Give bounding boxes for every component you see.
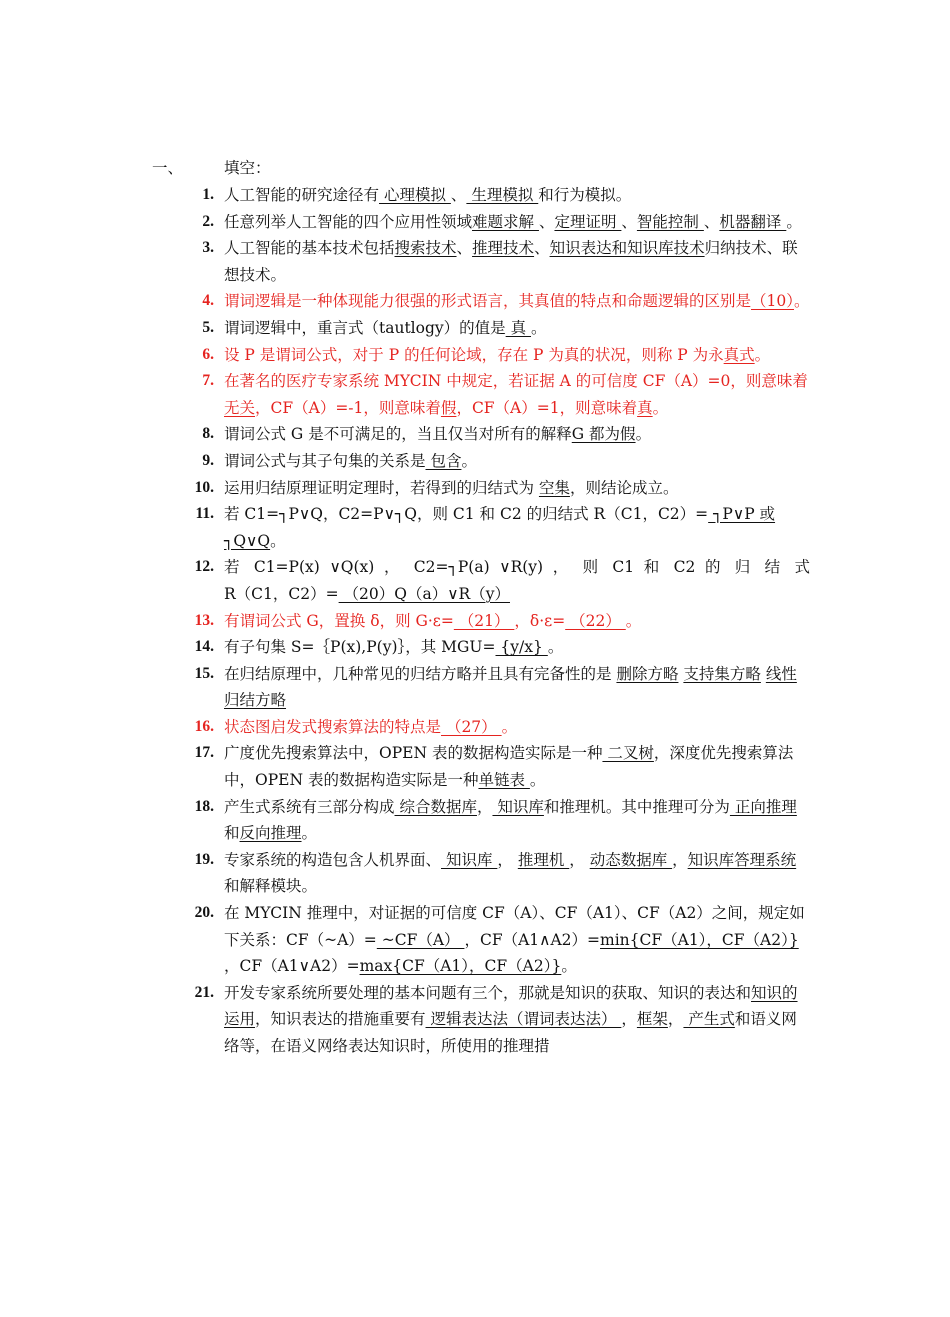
question-text: 。 xyxy=(529,771,546,790)
question-number: 19. xyxy=(194,850,214,868)
question-body xyxy=(224,209,810,236)
question-body xyxy=(224,501,810,554)
answer-blank: ~CF（A） xyxy=(376,930,465,949)
question-number: 10. xyxy=(194,478,214,496)
question-item xyxy=(186,608,810,635)
answer-blank: 单链表 xyxy=(478,771,530,790)
question-number: 3. xyxy=(202,239,214,257)
answer-blank: {y/x} xyxy=(495,638,548,657)
question-text: 。 xyxy=(301,824,318,843)
question-text: ，δ·ε= xyxy=(514,611,566,630)
question-text: 。 xyxy=(531,318,547,337)
question-item xyxy=(186,342,810,369)
answer-blank: （22） xyxy=(565,611,626,630)
question-item xyxy=(186,209,810,236)
answer-blank: 难题求解 xyxy=(472,212,539,231)
question-item xyxy=(186,315,810,342)
question-body xyxy=(224,182,810,209)
question-text: 、 xyxy=(621,212,637,231)
question-number: 7. xyxy=(202,372,214,390)
question-number: 16. xyxy=(194,717,214,735)
answer-blank: 正向推理 xyxy=(729,797,797,816)
answer-blank: 生理模拟 xyxy=(466,186,539,204)
answer-blank: 支持集方略 xyxy=(683,664,761,683)
question-text: 、 xyxy=(456,239,473,258)
question-number: 13. xyxy=(194,611,214,629)
question-number: 9. xyxy=(202,451,214,469)
question-text: ，则结论成立。 xyxy=(569,478,679,497)
answer-blank: 动态数据库 xyxy=(589,850,673,869)
question-number: 4. xyxy=(202,292,214,310)
question-text: 。 xyxy=(461,451,477,470)
question-body xyxy=(224,288,810,315)
question-list xyxy=(186,182,810,1060)
answer-blank: 线性归结方略 xyxy=(224,664,797,710)
question-body xyxy=(224,235,810,288)
question-item xyxy=(186,554,810,607)
answer-blank: min{CF（A1），CF（A2）} xyxy=(600,930,799,949)
question-text: 专家系统的构造包含人机界面、 xyxy=(224,850,442,869)
question-number: 12. xyxy=(194,558,214,576)
answer-blank: 二叉树 xyxy=(602,744,654,763)
question-text: 在归结原理中，几种常见的归结方略并且具有完备性的是 xyxy=(224,664,617,683)
question-body xyxy=(224,714,810,741)
answer-blank: 知识库 xyxy=(441,850,498,869)
question-text: 。 xyxy=(652,398,669,417)
question-number: 8. xyxy=(202,425,214,443)
section-marker: 一、 xyxy=(152,159,184,177)
question-text: 和推理机。其中推理可分为 xyxy=(543,797,730,816)
question-body-continued xyxy=(224,581,810,608)
question-text: 若 C1=P(x) ∨Q(x) ， C2=┐P(a) ∨R(y) ， 则 C1 和 C2 的 归 结 式 xyxy=(224,558,810,577)
question-text: 、 xyxy=(703,212,720,231)
question-item xyxy=(186,501,810,554)
answer-blank: 无关 xyxy=(224,398,256,417)
question-item xyxy=(186,421,810,448)
question-text: 、 xyxy=(538,212,555,231)
question-number: 6. xyxy=(202,345,214,363)
question-text: 和解释模块。 xyxy=(224,877,318,896)
answer-blank: 真式 xyxy=(723,345,755,364)
question-text: ，CF（A1∧A2）= xyxy=(464,930,601,949)
answer-blank: 知识表达和知识库技术 xyxy=(549,239,705,258)
question-text: ， xyxy=(497,850,518,869)
question-number: 1. xyxy=(202,186,214,203)
question-item xyxy=(186,980,810,1060)
question-number: 15. xyxy=(194,664,214,682)
question-text: ， xyxy=(569,850,590,869)
answer-blank: G 都为假 xyxy=(571,425,636,444)
question-text: 和语义网络等，在语义网络表达知识时，所使用的推理措 xyxy=(224,1010,797,1055)
answer-blank: 心理模拟 xyxy=(379,186,451,204)
answer-blank: 知识的运用 xyxy=(224,983,798,1029)
answer-blank: 推理机 xyxy=(517,850,570,869)
question-text: 归纳技术、联想技术。 xyxy=(224,239,798,284)
answer-blank: 推理技术 xyxy=(472,239,535,258)
question-item xyxy=(186,740,810,793)
answer-blank: 空集 xyxy=(538,478,570,497)
question-text: 有谓词公式 G，置换 δ，则 G·ε= xyxy=(224,611,454,630)
question-number: 14. xyxy=(194,638,214,656)
question-text: 谓词逻辑中，重言式（tautlogy）的值是 xyxy=(224,318,506,337)
answer-blank: 产生式 xyxy=(683,1010,735,1029)
answer-blank: 假 xyxy=(440,398,457,417)
question-text: 、 xyxy=(534,239,550,258)
question-body xyxy=(224,475,810,502)
question-text: 。 xyxy=(794,292,810,311)
question-text: 产生式系统有三部分构成 xyxy=(224,797,395,816)
answer-blank: 反向推理 xyxy=(239,824,302,843)
question-item xyxy=(186,288,810,315)
question-text: 状态图启发式搜索算法的特点是 xyxy=(224,717,442,736)
question-text: 在 MYCIN 推理中，对证据的可信度 CF（A）、CF（A1）、CF（A2）之间，规定如下关系：CF（~A）= xyxy=(224,904,805,949)
question-body xyxy=(224,661,810,714)
answer-blank: 知识库答理系统 xyxy=(687,850,797,869)
question-item xyxy=(186,182,810,209)
question-item xyxy=(186,475,810,502)
question-body xyxy=(224,315,810,342)
answer-blank: 机器翻译 xyxy=(719,212,787,231)
answer-blank: ┐P∨P 或┐Q∨Q xyxy=(224,505,776,550)
question-text: 谓词公式与其子句集的关系是 xyxy=(224,451,426,470)
question-text: ， xyxy=(672,850,688,869)
answer-blank: 包含 xyxy=(425,451,462,470)
question-text: 广度优先搜索算法中，OPEN 表的数据构造实际是一种 xyxy=(224,744,603,763)
question-text: 。 xyxy=(270,531,286,550)
question-text: 和行为模拟。 xyxy=(538,186,632,204)
question-number: 18. xyxy=(194,797,214,815)
question-item xyxy=(186,235,810,288)
question-body xyxy=(224,608,810,635)
question-item xyxy=(186,714,810,741)
question-body xyxy=(224,421,810,448)
question-text: 设 P 是谓词公式，对于 P 的任何论域，存在 P 为真的状况，则称 P 为永 xyxy=(224,345,724,364)
question-body xyxy=(224,794,810,847)
question-text: 开发专家系统所要处理的基本问题有三个，那就是知识的获取、知识的表达和 xyxy=(224,983,752,1002)
question-number: 17. xyxy=(194,744,214,762)
question-item xyxy=(186,900,810,980)
question-text: ，深度优先搜索算法中，OPEN 表的数据构造实际是一种 xyxy=(224,744,794,790)
answer-blank: 搜索技术 xyxy=(394,239,457,258)
question-body xyxy=(224,342,810,369)
answer-blank: 知识库 xyxy=(492,797,544,816)
question-text: 和 xyxy=(224,824,240,843)
question-text: 任意列举人工智能的四个应用性领域 xyxy=(224,212,473,231)
question-item xyxy=(186,368,810,421)
answer-blank: （27） xyxy=(441,717,502,736)
answer-blank: 框架 xyxy=(636,1010,668,1029)
question-text: ，CF（A）=1，则意味着 xyxy=(456,398,638,417)
answer-blank: 智能控制 xyxy=(636,212,704,231)
question-item xyxy=(186,847,810,900)
section-heading xyxy=(152,158,271,178)
answer-blank: max{CF（A1），CF（A2）} xyxy=(359,957,562,976)
answer-blank: （10） xyxy=(751,292,794,311)
question-text: 。 xyxy=(547,638,564,657)
question-number: 5. xyxy=(202,318,214,336)
question-item xyxy=(186,634,810,661)
question-text: 有子句集 S=｛P(x),P(y)｝，其 MGU= xyxy=(224,638,496,657)
question-text: ， xyxy=(476,797,493,816)
question-text: 。 xyxy=(501,717,518,736)
question-text: 、 xyxy=(450,186,467,204)
question-text: 谓词逻辑是一种体现能力很强的形式语言，其真值的特点和命题逻辑的区别是 xyxy=(224,292,752,311)
question-text: ，CF（A1∨A2）= xyxy=(224,957,360,976)
question-item xyxy=(186,448,810,475)
question-item xyxy=(186,794,810,847)
question-text: 若 C1=┐P∨Q，C2=P∨┐Q，则 C1 和 C2 的归结式 R（C1，C2）= xyxy=(224,505,709,524)
question-text: 人工智能的基本技术包括 xyxy=(224,239,395,258)
question-number: 11. xyxy=(195,505,214,523)
section-title: 填空： xyxy=(224,159,271,177)
question-text: 。 xyxy=(561,957,577,976)
question-body xyxy=(224,740,810,793)
question-text: ，知识表达的措施重要有 xyxy=(255,1010,426,1029)
question-number: 2. xyxy=(202,212,214,230)
question-body xyxy=(224,980,810,1060)
question-text: 运用归结原理证明定理时，若得到的归结式为 xyxy=(224,478,539,497)
question-text: ，CF（A）=-1，则意味着 xyxy=(255,398,441,417)
question-text: 人工智能的研究途径有 xyxy=(224,186,380,204)
answer-blank: （20）Q（a）∨R（y） xyxy=(338,584,510,603)
question-item xyxy=(186,661,810,714)
question-body xyxy=(224,554,810,581)
question-body xyxy=(224,634,810,661)
answer-blank: 综合数据库 xyxy=(394,797,477,816)
question-text: ， xyxy=(667,1010,684,1029)
question-body xyxy=(224,368,810,421)
question-body xyxy=(224,448,810,475)
question-text: 。 xyxy=(786,212,802,231)
answer-blank: 删除方略 xyxy=(616,664,679,683)
question-text: 谓词公式 G 是不可满足的，当且仅当对所有的解释 xyxy=(224,425,572,444)
answer-blank: （21） xyxy=(453,611,515,630)
question-text: ， xyxy=(621,1010,637,1029)
answer-blank: 真 xyxy=(637,398,653,417)
question-text: 在著名的医疗专家系统 MYCIN 中规定，若证据 A 的可信度 CF（A）=0，则意味着 xyxy=(224,372,808,391)
question-text: 。 xyxy=(754,345,771,364)
answer-blank: 真 xyxy=(505,318,532,337)
question-body xyxy=(224,900,810,980)
question-number: 21. xyxy=(194,983,214,1001)
answer-blank: 逻辑表达法（谓词表达法） xyxy=(425,1010,622,1029)
question-number: 20. xyxy=(194,904,214,922)
question-text: 。 xyxy=(625,611,642,630)
answer-blank: 定理证明 xyxy=(554,212,622,231)
question-text: R（C1，C2）= xyxy=(224,584,339,603)
question-text: 。 xyxy=(635,425,652,444)
question-body xyxy=(224,847,810,900)
